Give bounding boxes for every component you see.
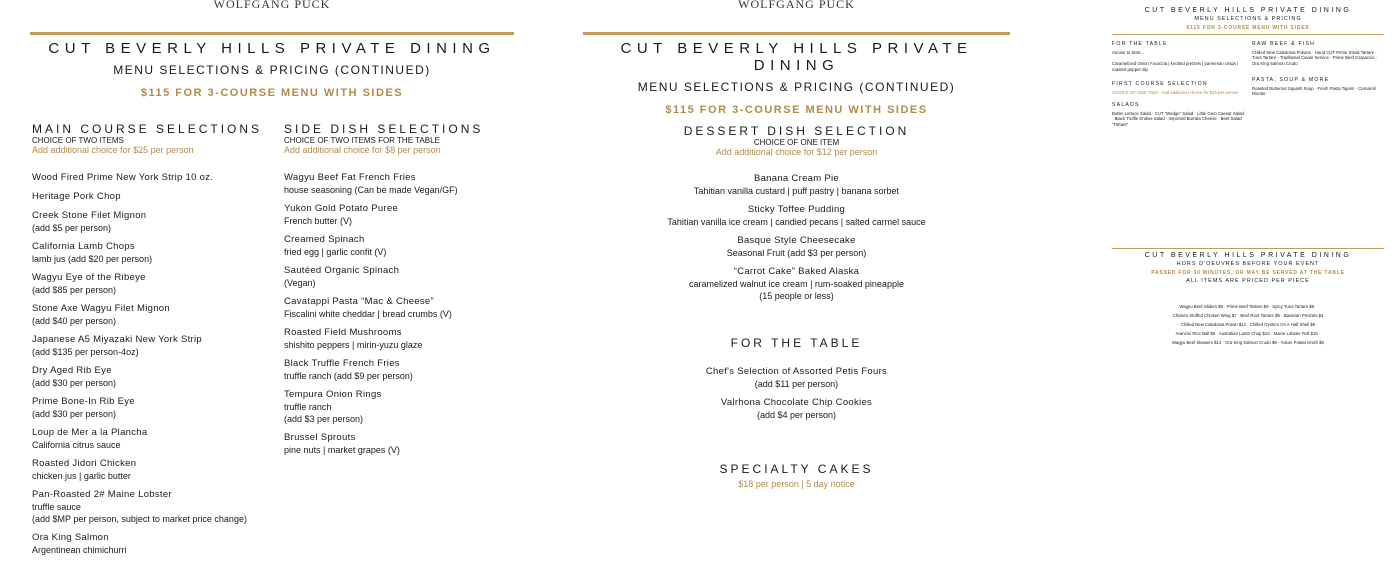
side-dish-item-desc: (Vegan): [284, 278, 316, 288]
for-the-table-item-name: Chef's Selection of Assorted Petis Fours: [705, 366, 888, 377]
side-dish-item: [284, 389, 514, 413]
gold-rule: [30, 32, 514, 35]
dessert-title: DESSERT DISH SELECTION: [683, 124, 910, 138]
main-course-item-desc: (add $5 per person): [32, 223, 112, 233]
dessert-item-desc: Seasonal Fruit (add $3 per person): [726, 248, 867, 258]
main-course-item-desc: California citrus sauce: [32, 440, 121, 450]
side-dish-item: [284, 234, 514, 258]
thumb-right-column: [1252, 38, 1384, 245]
for-the-table-title: FOR THE TABLE: [730, 336, 863, 350]
main-course-item: [32, 489, 272, 513]
dessert-item-name: Sticky Toffee Pudding: [747, 204, 846, 215]
side-dish-subtitle: CHOICE OF TWO ITEMS FOR THE TABLE: [284, 136, 440, 145]
for-the-table-item-desc: (add $11 per person): [754, 379, 839, 389]
page-header: [30, 40, 514, 99]
main-course-item: [32, 427, 272, 451]
dessert-item-desc: Tahitian vanilla custard | puff pastry | banana sorbet: [693, 186, 900, 196]
main-course-item-desc: truffle sauce: [32, 502, 81, 512]
main-course-item-name: Wagyu Eye of the Ribeye: [32, 272, 146, 283]
side-dish-item-name: Sautéed Organic Spinach: [284, 265, 400, 276]
side-dish-item-name: Roasted Field Mushrooms: [284, 327, 402, 338]
thumb-hors-doeuvres-list: Wagyu Beef Sliders $9 · Prime Beef Tartare $9 · Spicy Tuna Tartare $9 · Chicken Stuffed Chicken Wing $7 · Beef Root Tartare $6 · Bavarian Pretzels $4 · Chilled New Caledonia Prawn $12 · Chilled Oysters On A Half Shell $6 · Arancini Rice Ball $5 · Australian Lamb Chop $24 · Maine Lobster Roll $16 · Wagyu Beef Skewers $14 · Ora King Salmon Crudo $9 · Yukon Potato Knish $8: [1172, 304, 1324, 345]
thumb-bottom-title: CUT BEVERLY HILLS PRIVATE DINING: [1144, 252, 1352, 259]
thumb-text: CHOICE OF ONE ITEM · Add additional choice for $25 per person: [1112, 89, 1239, 95]
side-dish-item-desc: fried egg | garlic confit (V): [284, 247, 387, 257]
side-dish-item: [284, 413, 514, 425]
main-course-item-name: Prime Bone-In Rib Eye: [32, 396, 135, 407]
main-course-item-desc: (add $MP per person, subject to market price change): [32, 514, 247, 524]
menu-page-1: [30, 0, 514, 555]
specialty-note: $18 per person | 5 day notice: [738, 479, 855, 489]
for-the-table-item: [583, 366, 1010, 390]
menu-page-3-thumbnail: [1112, 0, 1384, 500]
main-course-item: [32, 272, 272, 296]
dessert-item-desc: Tahitian vanilla ice cream | candied pecans | salted carmel sauce: [667, 217, 926, 227]
side-dish-item-name: Cavatappi Pasta “Mac & Cheese”: [284, 296, 434, 307]
dessert-item-desc: caramelized walnut ice cream | rum-soaked pineapple: [689, 279, 904, 289]
side-dish-item-desc: truffle ranch: [284, 402, 332, 412]
dessert-item: [583, 290, 1010, 302]
dessert-item-name: “Carrot Cake” Baked Alaska: [733, 266, 860, 277]
side-dish-section: [284, 122, 514, 463]
brand-logo: WOLFGANG PUCK: [738, 0, 855, 11]
dessert-subtitle: CHOICE OF ONE ITEM: [753, 138, 840, 147]
main-course-item: [32, 241, 272, 265]
main-course-item: [32, 210, 272, 234]
main-course-item-name: Japanese A5 Miyazaki New York Strip: [32, 334, 202, 345]
main-course-item-name: Creek Stone Filet Mignon: [32, 210, 147, 221]
side-dish-item: [284, 432, 514, 456]
thumb-bottom-note: PASSED FOR 30 MINUTES, OR MAY BE SERVED AT THE TABLE: [1151, 270, 1345, 276]
thumb-heading: FIRST COURSE SELECTION: [1112, 81, 1208, 87]
main-course-item-desc: Argentinean chimichurri: [32, 545, 127, 555]
thumb-heading: RAW BEEF & FISH: [1252, 41, 1316, 47]
specialty-title: SPECIALTY CAKES: [719, 462, 874, 476]
side-dish-item: [284, 203, 514, 227]
thumb-bottom-note2: ALL ITEMS ARE PRICED PER PIECE: [1186, 278, 1310, 284]
main-course-item-desc: (add $135 per person-4oz): [32, 347, 139, 357]
main-course-item-desc: (add $40 per person): [32, 316, 117, 326]
dessert-item-desc: (15 people or less): [759, 291, 834, 301]
for-the-table-section: [583, 336, 1010, 428]
main-course-item-name: Pan-Roasted 2# Maine Lobster: [32, 489, 172, 500]
brand-logo: WOLFGANG PUCK: [213, 0, 331, 11]
main-course-item: [32, 172, 272, 184]
thumb-text: Chilled New Caledonia Prawns · Hand CUT Prime Steak Tartare · Tuna Tartare · Traditional Caviar Service · Prime Beef Carpaccio · Ora King Salmon Crudo: [1252, 49, 1378, 66]
main-course-item: [32, 458, 272, 482]
for-the-table-item-name: Valrhona Chocolate Chip Cookies: [720, 397, 873, 408]
main-course-item-name: Roasted Jidori Chicken: [32, 458, 137, 469]
main-course-item: [32, 396, 272, 420]
gold-rule: [1112, 34, 1384, 35]
gold-rule: [583, 32, 1010, 35]
specialty-section: [583, 462, 1010, 489]
dessert-item: [583, 173, 1010, 197]
main-course-item: [32, 365, 272, 389]
side-dish-item-desc: house seasoning (Can be made Vegan/GF): [284, 185, 458, 195]
main-course-item-name: Dry Aged Rib Eye: [32, 365, 112, 376]
dessert-item: [583, 204, 1010, 228]
header-subtitle: MENU SELECTIONS & PRICING (CONTINUED): [113, 63, 431, 77]
thumb-heading: SALADS: [1112, 102, 1140, 108]
side-dish-item: [284, 172, 514, 196]
thumb-heading: PASTA, SOUP & MORE: [1252, 77, 1330, 83]
main-course-item: [32, 191, 272, 203]
side-dish-item-desc: French butter (V): [284, 216, 353, 226]
side-dish-item: [284, 327, 514, 351]
main-course-item-desc: lamb jus (add $20 per person): [32, 254, 153, 264]
main-course-item-name: Wood Fired Prime New York Strip 10 oz.: [32, 172, 214, 183]
thumb-bottom-subtitle: HORS D'OEUVRES BEFORE YOUR EVENT: [1176, 261, 1320, 267]
thumb-price: $115 FOR 3-COURSE MENU WITH SIDES: [1186, 25, 1310, 31]
main-course-item: [32, 334, 272, 358]
gold-rule: [1112, 248, 1384, 249]
main-course-item: [32, 513, 272, 525]
main-course-item: [32, 532, 272, 556]
side-dish-item: [284, 296, 514, 320]
main-course-subtitle: CHOICE OF TWO ITEMS: [32, 136, 124, 145]
side-dish-item: [284, 358, 514, 382]
side-dish-item-name: Brussel Sprouts: [284, 432, 356, 443]
main-course-note: Add additional choice for $25 per person: [32, 145, 194, 155]
header-price: $115 FOR 3-COURSE MENU WITH SIDES: [140, 87, 404, 99]
dessert-item: [583, 235, 1010, 259]
menu-page-2: [583, 0, 1010, 500]
main-course-item-name: Stone Axe Wagyu Filet Mignon: [32, 303, 170, 314]
main-course-title: MAIN COURSE SELECTIONS: [32, 122, 263, 136]
side-dish-item-name: Black Truffle French Fries: [284, 358, 400, 369]
side-dish-title: SIDE DISH SELECTIONS: [284, 122, 484, 136]
side-dish-item-name: Creamed Spinach: [284, 234, 365, 245]
side-dish-item-desc: truffle ranch (add $9 per person): [284, 371, 413, 381]
dessert-section: [583, 124, 1010, 309]
side-dish-item-desc: (add $3 per person): [284, 414, 364, 424]
main-course-item-desc: chicken jus | garlic butter: [32, 471, 131, 481]
side-dish-item-desc: pine nuts | market grapes (V): [284, 445, 400, 455]
side-dish-item-desc: shishito peppers | mirin-yuzu glaze: [284, 340, 423, 350]
side-dish-item-name: Yukon Gold Potato Puree: [284, 203, 399, 214]
header-title: CUT BEVERLY HILLS PRIVATE DINING: [620, 40, 973, 74]
main-course-item-desc: (add $30 per person): [32, 409, 117, 419]
main-course-section: [32, 122, 272, 563]
for-the-table-item-desc: (add $4 per person): [756, 410, 837, 420]
thumb-title: CUT BEVERLY HILLS PRIVATE DINING: [1144, 7, 1352, 14]
main-course-item-desc: (add $85 per person): [32, 285, 117, 295]
main-course-item-name: Loup de Mer a la Plancha: [32, 427, 148, 438]
thumb-text: Caramelized Onion Focaccia | knotted pretzels | parmesan crisps | roasted pepper dip: [1112, 61, 1239, 72]
thumb-text: Butter Lettuce Salad · CUT “Wedge” Salad · Little Gem Caesar Salad · Black Truffle Endive Salad · Imported Burrata Cheese · Beet Salad “Tartare”: [1112, 110, 1244, 127]
thumb-text: Amuse to Start...: [1112, 49, 1145, 55]
side-dish-item-name: Tempura Onion Rings: [284, 389, 382, 400]
thumb-heading: FOR THE TABLE: [1112, 41, 1168, 47]
thumb-text: Roasted Butternut Squash Soup · Fresh Pasta Tajarin · Carnaroli Risotto: [1252, 85, 1376, 96]
main-course-item-name: Ora King Salmon: [32, 532, 109, 543]
side-dish-item-desc: Fiscalini white cheddar | bread crumbs (V): [284, 309, 452, 319]
dessert-item-name: Banana Cream Pie: [753, 173, 840, 184]
dessert-item-name: Basque Style Cheesecake: [737, 235, 856, 246]
page-header: [583, 40, 1010, 116]
for-the-table-item: [583, 397, 1010, 421]
dessert-note: Add additional choice for $12 per person: [715, 147, 878, 157]
header-subtitle: MENU SELECTIONS & PRICING (CONTINUED): [637, 80, 956, 94]
header-price: $115 FOR 3-COURSE MENU WITH SIDES: [665, 104, 928, 116]
thumb-subtitle: MENU SELECTIONS & PRICING: [1194, 16, 1302, 22]
main-course-item-desc: (add $30 per person): [32, 378, 117, 388]
main-course-item-name: California Lamb Chops: [32, 241, 135, 252]
side-dish-item: [284, 265, 514, 289]
thumb-left-column: [1112, 38, 1244, 245]
main-course-item-name: Heritage Pork Chop: [32, 191, 121, 202]
main-course-item: [32, 303, 272, 327]
dessert-item: [583, 266, 1010, 290]
side-dish-note: Add additional choice for $8 per person: [284, 145, 441, 155]
header-title: CUT BEVERLY HILLS PRIVATE DINING: [48, 40, 496, 57]
side-dish-item-name: Wagyu Beef Fat French Fries: [284, 172, 416, 183]
